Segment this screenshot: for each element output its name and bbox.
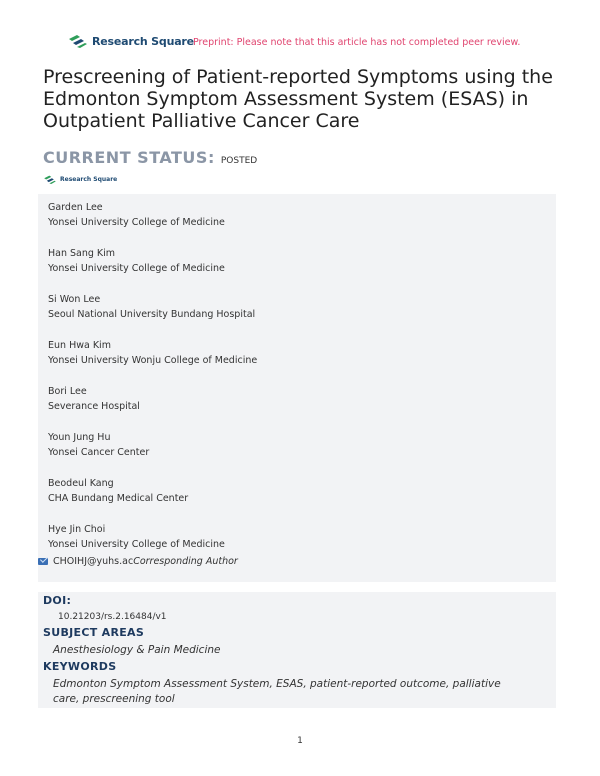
keywords-label: KEYWORDS (43, 660, 117, 673)
author-entry (48, 430, 149, 460)
keywords-line-1: Edmonton Symptom Assessment System, ESAS, patient-reported outcome, palliative (53, 678, 501, 690)
authors-panel (38, 194, 556, 582)
author-name[interactable]: Eun Hwa Kim (48, 340, 111, 351)
corresponding-role: Corresponding Author (133, 556, 238, 567)
author-entry (48, 522, 225, 552)
mail-icon (38, 558, 48, 565)
author-affiliation: Yonsei University Wonju College of Medicine (48, 355, 258, 366)
author-affiliation: Severance Hospital (48, 401, 140, 412)
metadata-panel (38, 592, 556, 708)
article-title: Prescreening of Patient-reported Symptoms using the Edmonton Symptom Assessment System (ESAS) in Outpatient Palliative Cancer Care (43, 66, 553, 132)
corresponding-author (38, 556, 238, 567)
author-affiliation: Yonsei University College of Medicine (48, 217, 225, 228)
author-name[interactable]: Youn Jung Hu (48, 432, 111, 443)
header-bar (68, 34, 548, 54)
preprint-note: Preprint: Please note that this article has not completed peer review. (193, 37, 521, 48)
author-name[interactable]: Bori Lee (48, 386, 87, 397)
status-label: CURRENT STATUS: (43, 148, 215, 167)
author-affiliation: Yonsei University College of Medicine (48, 263, 225, 274)
research-square-logo-icon (68, 34, 88, 48)
doi-label: DOI: (43, 594, 72, 607)
author-entry (48, 200, 225, 230)
author-entry (48, 476, 188, 506)
author-name[interactable]: Si Won Lee (48, 294, 101, 305)
author-name[interactable]: Garden Lee (48, 202, 103, 213)
author-entry (48, 338, 257, 368)
status-value: POSTED (220, 156, 258, 166)
keywords-line-2: care, prescreening tool (53, 693, 175, 705)
research-square-small-logo-icon (43, 175, 57, 184)
author-name[interactable]: Hye Jin Choi (48, 524, 106, 535)
page-number: 1 (297, 736, 303, 746)
author-entry (48, 246, 225, 276)
research-square-logo[interactable] (68, 34, 194, 48)
subject-areas-value[interactable]: Anesthesiology & Pain Medicine (53, 644, 221, 656)
small-logo-text: Research Square (60, 176, 118, 183)
subject-areas-label: SUBJECT AREAS (43, 626, 145, 639)
author-affiliation: CHA Bundang Medical Center (48, 493, 189, 504)
author-affiliation: Yonsei University College of Medicine (48, 539, 225, 550)
research-square-small-logo (43, 175, 117, 184)
author-name[interactable]: Han Sang Kim (48, 248, 116, 259)
author-entry (48, 384, 140, 414)
doi-value[interactable]: 10.21203/rs.2.16484/v1 (58, 612, 167, 622)
author-name[interactable]: Beodeul Kang (48, 478, 114, 489)
author-entry (48, 292, 255, 322)
author-affiliation: Yonsei Cancer Center (48, 447, 150, 458)
current-status (43, 148, 257, 167)
author-affiliation: Seoul National University Bundang Hospital (48, 309, 256, 320)
corresponding-email[interactable]: CHOIHJ@yuhs.ac (53, 556, 134, 567)
logo-text: Research Square (92, 34, 194, 48)
